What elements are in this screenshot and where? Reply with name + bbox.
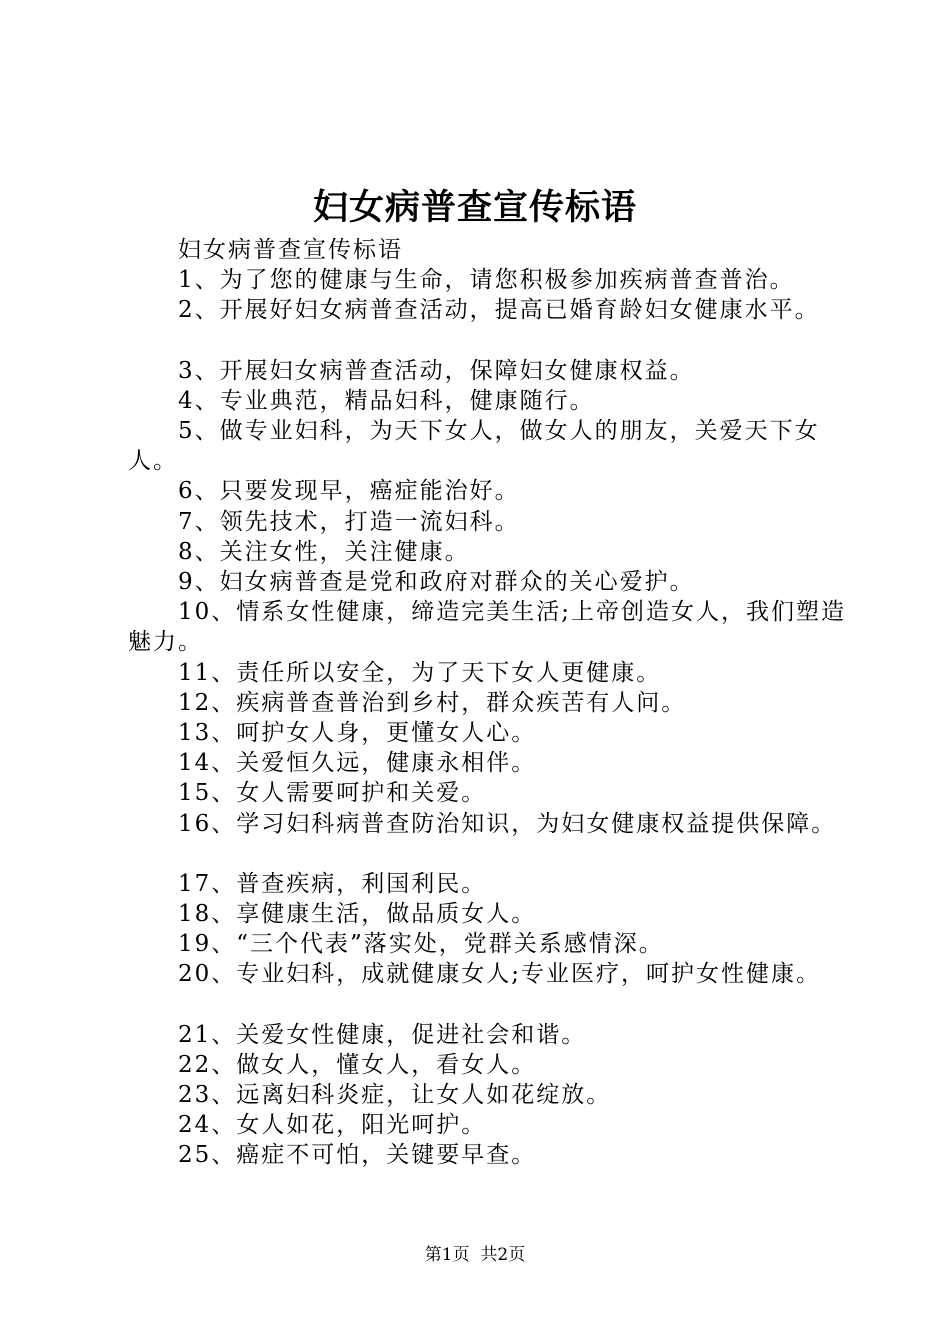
slogan-item-13: 13、呵护女人身，更懂女人心。	[178, 720, 537, 747]
slogan-item-12: 12、疾病普查普治到乡村，群众疾苦有人问。	[178, 689, 687, 716]
page-footer	[0, 1244, 950, 1266]
slogan-item-5: 5、做专业妇科，为天下女人，做女人的朋友，关爱天下女人。	[128, 418, 820, 475]
slogan-item-25: 25、癌症不可怕，关键要早查。	[178, 1142, 537, 1169]
footer-separator	[470, 1245, 481, 1265]
page-total: 共2页	[480, 1245, 526, 1265]
slogan-item-7: 7、领先技术，打造一流妇科。	[178, 508, 520, 535]
slogan-item-4: 4、专业典范，精品妇科，健康随行。	[178, 387, 595, 414]
slogan-item-9: 9、妇女病普查是党和政府对群众的关心爱护。	[178, 569, 695, 596]
slogan-item-24: 24、女人如花，阳光呵护。	[178, 1112, 487, 1139]
slogan-item-1: 1、为了您的健康与生命，请您积极参加疾病普查普治。	[178, 267, 795, 294]
slogan-item-23: 23、远离妇科炎症，让女人如花绽放。	[178, 1082, 612, 1109]
page-number: 第1页	[424, 1245, 470, 1265]
document-body	[128, 235, 850, 1171]
slogan-item-11: 11、责任所以安全，为了天下女人更健康。	[178, 659, 662, 686]
slogan-item-17: 17、普查疾病，利国利民。	[178, 870, 487, 897]
slogan-item-6: 6、只要发现早，癌症能治好。	[178, 478, 520, 505]
slogan-item-22: 22、做女人，懂女人，看女人。	[178, 1051, 537, 1078]
slogan-item-18: 18、享健康生活，做品质女人。	[178, 901, 537, 928]
slogan-item-10: 10、情系女性健康，缔造完美生活;上帝创造女人，我们塑造魅力。	[128, 599, 847, 656]
slogan-item-14: 14、关爱恒久远，健康永相伴。	[178, 750, 537, 777]
slogan-item-2: 2、开展好妇女病普查活动，提高已婚育龄妇女健康水平。	[178, 297, 820, 324]
slogan-item-3: 3、开展妇女病普查活动，保障妇女健康权益。	[178, 357, 695, 384]
slogan-item-15: 15、女人需要呵护和关爱。	[178, 780, 487, 807]
slogan-item-21: 21、关爱女性健康，促进社会和谐。	[178, 1021, 587, 1048]
slogan-item-8: 8、关注女性，关注健康。	[178, 538, 470, 565]
slogan-item-16: 16、学习妇科病普查防治知识，为妇女健康权益提供保障。	[178, 810, 837, 837]
slogan-item-20: 20、专业妇科，成就健康女人;专业医疗，呵护女性健康。	[178, 961, 822, 988]
slogan-item-19: 19、“三个代表”落实处，党群关系感情深。	[178, 931, 664, 958]
document-title: 妇女病普查宣传标语	[312, 187, 637, 228]
document-subtitle: 妇女病普查宣传标语	[178, 237, 403, 263]
